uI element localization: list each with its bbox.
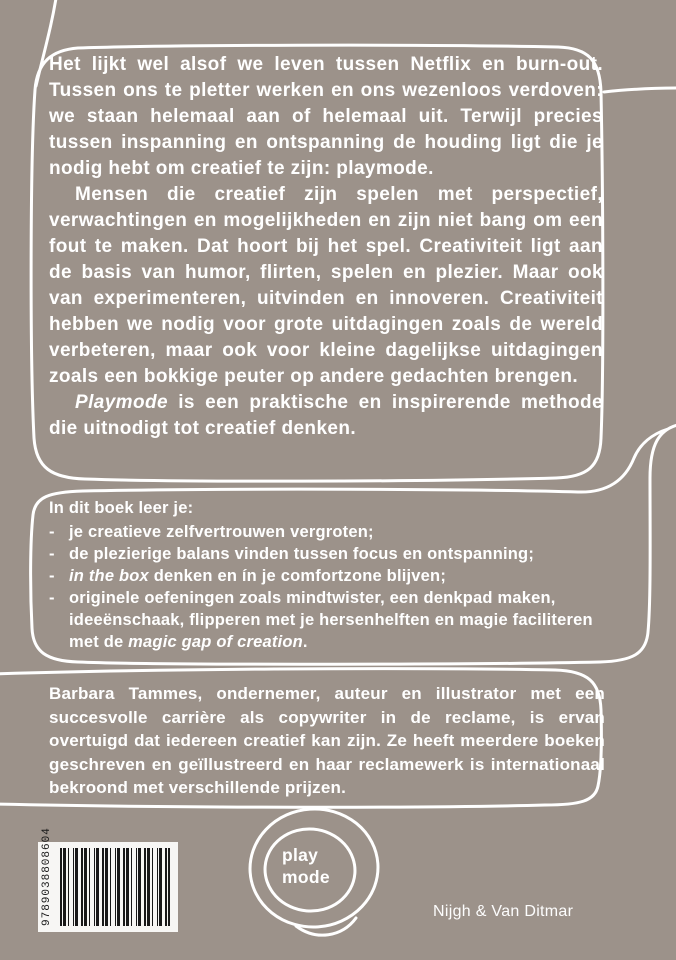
list-item [49, 521, 601, 543]
list-item-italic: in the box [69, 567, 149, 585]
barcode-bars [60, 848, 170, 926]
list-bullet: - [49, 545, 55, 563]
barcode-number: 9789038808604 [41, 827, 53, 926]
list-item-text-suffix: . [302, 633, 308, 651]
logo-wordmark [282, 844, 330, 888]
list-item-text: de plezierige balans vinden tussen focus en ontspanning; [69, 545, 535, 563]
author-bio [49, 682, 605, 800]
list-item-text-lead: originele oefeningen zoals mindtwister, een denkpad maken, ideeënschaak, flipperen met je hersenhelften en magie faciliteren met de [69, 589, 593, 651]
book-title-italic: Playmode [75, 392, 168, 413]
book-list [49, 497, 601, 653]
logo-word-play: play [282, 845, 319, 865]
book-list-heading: In dit boek leer je: [49, 499, 194, 517]
barcode [38, 827, 178, 932]
blurb-paragraph-2: Mensen die creatief zijn spelen met perspectief, verwachtingen en mogelijkheden en zijn niet bang om een fout te maken. Dat hoort bij het spel. Creativiteit ligt aan de basis van humor, flirten, spelen en plezier. Maar ook van experimenteren, uitvinden en innoveren. Creativiteit hebben we nodig voor grote uitdagingen zoals de wereld verbeteren, maar ook voor kleine dagelijkse uitdagingen zoals een bokkige peuter op andere gedachten brengen. [49, 184, 603, 387]
list-item [49, 565, 601, 587]
blurb-paragraph-3-rest: is een praktische en inspirerende methode die uitnodigt tot creatief denken. [49, 392, 603, 439]
logo-word-mode: mode [282, 867, 330, 887]
list-item-text-rest: denken en ín je comfortzone blijven; [148, 567, 447, 585]
list-item-text [69, 565, 601, 587]
blurb-paragraph-3 [49, 390, 603, 442]
list-item-text: je creatieve zelfvertrouwen vergroten; [69, 523, 374, 541]
blurb [49, 52, 603, 442]
blurb-paragraph-1: Het lijkt wel alsof we leven tussen Netflix en burn-out. Tussen ons te pletter werken en ons wezenloos verdoven: we staan helemaal aan of helemaal uit. Terwijl precies tussen inspanning en ontspanning de houding ligt die je nodig hebt om creatief te zijn: playmode. [49, 54, 603, 179]
list-item [49, 587, 601, 653]
list-bullet: - [49, 589, 55, 607]
list-item [49, 543, 601, 565]
list-bullet: - [49, 523, 55, 541]
list-item-italic: magic gap of creation [128, 633, 303, 651]
top-right-exit-doodle [604, 88, 676, 92]
author-bio-text: Barbara Tammes, ondernemer, auteur en illustrator met een succesvolle carrière als copywriter in de reclame, is ervan overtuigd dat iedereen creatief kan zijn. Ze heeft meerdere boeken geschreven en geïllustreerd en haar reclamewerk is internationaal bekroond met verschillende prijzen. [49, 684, 605, 797]
list-item-text [69, 587, 601, 653]
playmode-logo [238, 796, 390, 946]
list-bullet: - [49, 567, 55, 585]
publisher-name: Nijgh & Van Ditmar [433, 903, 574, 920]
